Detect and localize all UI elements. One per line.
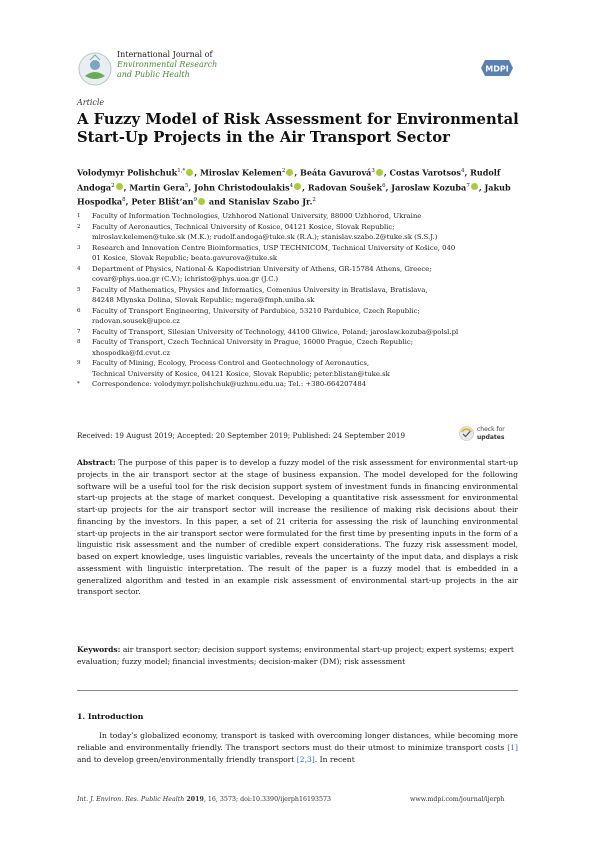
author-affiliation-marker: 5: [184, 182, 189, 189]
author-affiliation-marker: 9: [193, 197, 198, 204]
affiliation-item: [77, 379, 522, 390]
author-separator: ,: [123, 182, 130, 193]
author-affiliation-marker: 2: [281, 168, 286, 174]
affiliation-line: Faculty of Transport Engineering, University of Pardubice, 53210 Pardubice, Czech Republic;: [92, 306, 420, 315]
affiliation-line: Faculty of Mathematics, Physics and Informatics, Comenius University in Bratislava, Bratislava,: [92, 285, 428, 294]
affiliation-number: 1: [77, 213, 81, 219]
author-affiliation-marker: 2: [111, 182, 115, 189]
footer-details: , 16, 3573; doi:10.3390/ijerph16193573: [203, 796, 332, 803]
affiliation-line: Correspondence: volodymyr.polishchuk@uzhnu.edu.ua; Tel.: +380-664207484: [92, 380, 367, 388]
author-separator: ,: [125, 197, 132, 208]
check-updates-icon: [459, 426, 474, 441]
affiliation-item: [77, 211, 522, 222]
affiliation-item: [77, 264, 522, 285]
affiliation-line: Department of Physics, National & Kapodistrian University of Athens, GR-15784 Athens, Greece;: [92, 264, 432, 273]
affiliation-item: [77, 306, 522, 327]
author-name: Jaroslaw Kozuba: [391, 182, 467, 193]
affiliation-text: [92, 264, 522, 285]
affiliation-number: 3: [77, 244, 81, 251]
keywords-text: air transport sector; decision support systems; environmental start-up project; expert systems; expert evaluation; fuzzy model; financial investments; decision-maker (DM); risk assessment: [77, 645, 514, 666]
affiliation-text: [92, 222, 522, 243]
affiliation-line: Faculty of Aeronautics, Technical University of Kosice, 04121 Kosice, Slovak Republic;: [92, 222, 395, 231]
author-name: John Christodoulakis: [193, 182, 290, 193]
keywords: [77, 644, 518, 668]
author-affiliation-marker: 4: [460, 168, 465, 174]
author-separator: ,: [478, 182, 485, 193]
article-title: A Fuzzy Model of Risk Assessment for Environmental Start-Up Projects in the Air Transport Sector: [77, 111, 519, 146]
svg-text:MDPI: MDPI: [485, 64, 509, 74]
abstract-label: Abstract:: [77, 458, 116, 467]
section-divider: [77, 690, 518, 691]
affiliation-text: [92, 358, 522, 379]
author-name: Rudolf Andoga: [77, 167, 501, 193]
mdpi-logo-icon: [479, 56, 515, 80]
check-updates-label: [477, 426, 505, 441]
affiliation-line: 84248 Mlynska Dolina, Slovak Republic; mgera@fmph.uniba.sk: [92, 296, 315, 304]
affiliation-line: miroslav.kelemen@tuke.sk (M.K.); rudolf.andoga@tuke.sk (R.A.); stanislav.szabo.2@tuke.sk (S.S.J.): [92, 233, 438, 241]
author-name: Volodymyr Polishchuk: [77, 167, 178, 178]
journal-name-line2: Environmental Research: [117, 60, 218, 69]
affiliation-text: [92, 327, 522, 338]
orcid-icon[interactable]: [116, 183, 123, 190]
author-separator: ,: [302, 182, 308, 193]
footer-url[interactable]: www.mdpi.com/journal/ijerph: [410, 796, 505, 803]
intro-text-b: and to develop green/environmentally friendly transport: [77, 754, 297, 764]
affiliation-text: [92, 306, 522, 327]
author-affiliation-marker: 2: [312, 197, 316, 204]
affiliation-text: [92, 379, 522, 390]
author-name: Radovan Soušek: [307, 182, 383, 193]
author-affiliation-marker: 6: [382, 182, 386, 189]
check-for-updates-button[interactable]: [459, 425, 521, 443]
affiliation-line: Faculty of Transport, Silesian University of Technology, 44100 Gliwice, Poland; jaroslaw.kozuba@polsl.pl: [92, 327, 459, 336]
author-separator: and: [206, 197, 229, 208]
author-separator: ,: [188, 182, 194, 193]
introduction-paragraph: [77, 730, 518, 765]
orcid-icon[interactable]: [286, 169, 293, 176]
affiliation-number: 7: [77, 328, 81, 335]
orcid-icon[interactable]: [376, 169, 383, 176]
journal-name-line3: and Public Health: [117, 70, 190, 79]
affiliation-number: 8: [77, 339, 81, 345]
journal-name: [117, 50, 217, 80]
author-separator: ,: [194, 167, 200, 178]
author-name: Beáta Gavurová: [300, 167, 372, 178]
author-name: Stanislav Szabo Jr.: [228, 197, 313, 208]
author-affiliation-marker: 3: [371, 168, 375, 174]
affiliation-text: [92, 285, 522, 306]
affiliation-number: 9: [77, 360, 81, 366]
author-separator: ,: [294, 167, 300, 178]
affiliation-line: Faculty of Mining, Ecology, Process Control and Geotechnology of Aeronautics,: [92, 359, 370, 367]
affiliation-number: 2: [77, 223, 81, 230]
article-type: Article: [77, 98, 105, 107]
affiliation-item: [77, 337, 522, 358]
affiliation-line: 01 Kosice, Slovak Republic; beata.gavurova@tuke.sk: [92, 254, 278, 262]
footer-journal: Int. J. Environ. Res. Public Health: [77, 796, 185, 803]
intro-text-c: . In recent: [314, 754, 355, 764]
affiliation-text: [92, 337, 522, 358]
orcid-icon[interactable]: [186, 169, 193, 176]
affiliation-item: [77, 358, 522, 379]
publication-dates: Received: 19 August 2019; Accepted: 20 September 2019; Published: 24 September 2019: [77, 431, 406, 440]
affiliation-line: radovan.sousek@upce.cz: [92, 317, 180, 325]
affiliation-list: [77, 211, 522, 390]
author-name: Martin Gera: [129, 182, 185, 193]
author-affiliation-marker: 7: [466, 182, 470, 189]
author-affiliation-marker: 4: [289, 182, 294, 189]
orcid-icon[interactable]: [471, 183, 478, 190]
affiliation-line: Technical University of Kosice, 04121 Kosice, Slovak Republic; peter.blistan@tuke.sk: [92, 369, 390, 378]
affiliation-line: covar@phys.uoa.gr (C.V.); ichristo@phys.uoa.gr (J.C.): [92, 275, 279, 283]
affiliation-line: xhospodka@fd.cvut.cz: [92, 348, 170, 357]
author-separator: ,: [383, 167, 390, 178]
journal-name-line1: International Journal of: [117, 50, 213, 59]
abstract: [77, 457, 518, 598]
footer-citation: [77, 796, 331, 803]
affiliation-item: [77, 285, 522, 306]
orcid-icon[interactable]: [198, 198, 205, 205]
affiliation-text: [92, 211, 522, 222]
check-updates-line2: updates: [477, 433, 505, 441]
journal-logo-icon: [78, 50, 112, 88]
affiliation-text: [92, 243, 522, 264]
orcid-icon[interactable]: [294, 183, 301, 190]
affiliation-number: 5: [77, 286, 81, 293]
affiliation-number: *: [77, 381, 80, 387]
author-separator: ,: [464, 167, 471, 178]
affiliation-number: 4: [77, 265, 81, 272]
author-separator: ,: [385, 182, 392, 193]
abstract-text: The purpose of this paper is to develop a fuzzy model of the risk assessment for environmental start-up projects in the air transport sector at the stage of business expansion. The model developed for the following software will be a useful tool for the risk decision support system of investment funds in financing environmental start-up projects at the stage of market conquest. Developing a quantitative risk assessment for environmental start-up projects for the air transport sector will increase the resilience of making risk decisions about their financing by the investors. In this paper, a set of 21 criteria for assessing the risk of launching environmental start-up projects in the air transport sector were formulated for the first time by presenting inputs in the form of a linguistic risk assessment and the number of credible expert considerations. The fuzzy risk assessment model, based on expert knowledge, uses linguistic variables, reveals the uncertainty of the input data, and displays a risk assessment with linguistic interpretation. The result of the paper is a fuzzy model that is embedded in a generalized algorithm and tested in an example risk assessment of environmental start-up projects in the air transport sector.: [77, 458, 518, 597]
author-name: Miroslav Kelemen: [199, 167, 282, 178]
affiliation-line: Faculty of Information Technologies, Uzhhorod National University, 88000 Uzhhorod, Ukraine: [92, 212, 422, 220]
author-name: Jakub Hospodka: [77, 182, 511, 208]
section-heading-introduction: 1. Introduction: [77, 712, 144, 721]
citation-link[interactable]: [1]: [507, 742, 518, 752]
check-updates-line1: check for: [477, 426, 505, 433]
author-list: [77, 165, 517, 209]
keywords-label: Keywords:: [77, 645, 121, 654]
author-name: Costas Varotsos: [389, 167, 461, 178]
footer-year: 2019: [186, 796, 204, 803]
affiliation-number: 6: [77, 307, 81, 314]
affiliation-item: [77, 327, 522, 338]
affiliation-item: [77, 243, 522, 264]
intro-text-a: In today’s globalized economy, transport is tasked with overcoming longer distances, while becoming more reliable and environmentally friendly. The transport sectors must do their utmost to minimize transport costs: [77, 731, 518, 752]
affiliation-line: Research and Innovation Centre Bioinformatics, USP TECHNICOM, Technical University of Košice, 040: [92, 243, 456, 252]
author-affiliation-marker: 8: [122, 197, 126, 204]
affiliation-item: [77, 222, 522, 243]
citation-link[interactable]: [2,3]: [296, 754, 315, 764]
affiliation-line: Faculty of Transport, Czech Technical University in Prague, 16000 Prague, Czech Republic;: [92, 338, 414, 346]
author-affiliation-marker: 1,*: [177, 168, 186, 174]
author-name: Peter Blišt’an: [131, 197, 194, 208]
